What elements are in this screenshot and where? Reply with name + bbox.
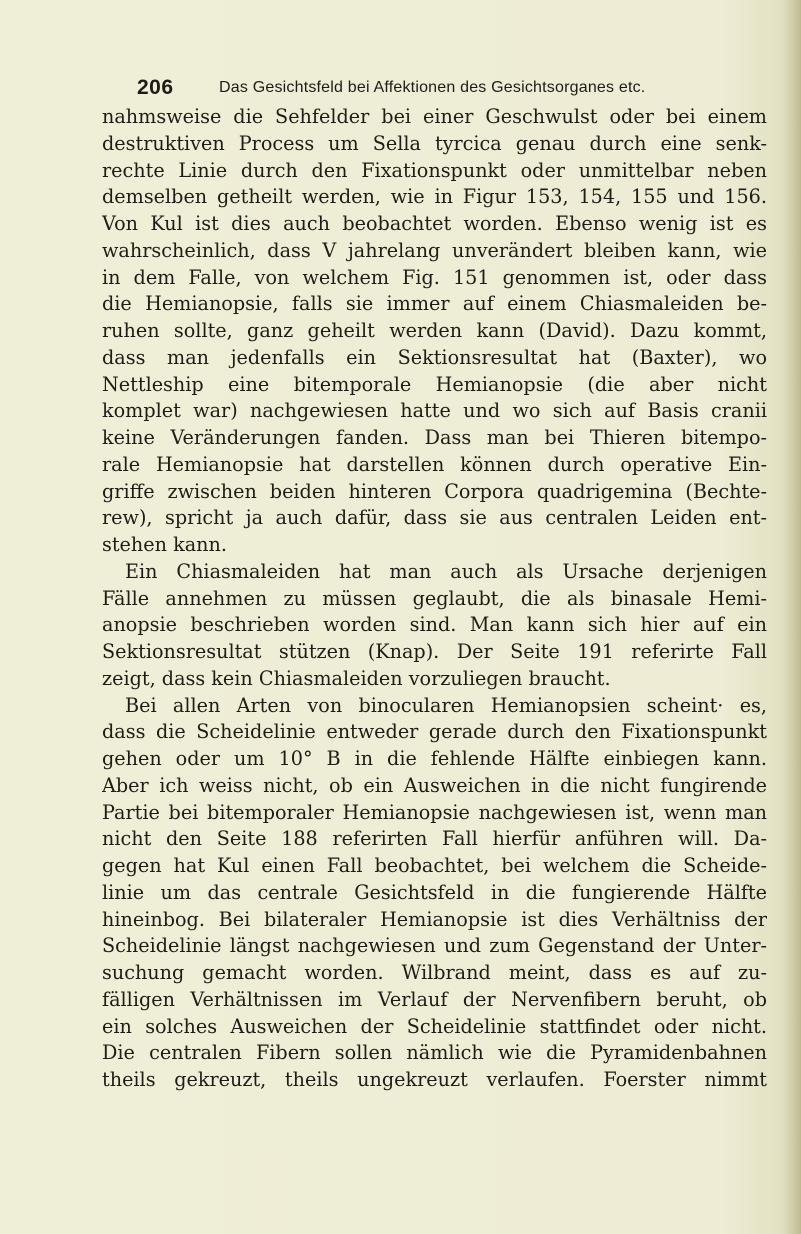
text-line: die Hemianopsie, falls sie immer auf einem Chiasmaleiden be-: [102, 292, 767, 316]
text-line: keine Veränderungen fanden. Dass man bei Thieren bitempo-: [102, 426, 767, 449]
text-line: Ein Chiasmaleiden hat man auch als Ursache derjenigen: [125, 559, 767, 583]
text-line: Scheidelinie längst nachgewiesen und zum Gegenstand der Unter-: [102, 934, 767, 958]
text-line: destruktiven Process um Sella tyrcica genau durch eine senk-: [102, 131, 767, 155]
page-number: 206: [137, 76, 174, 99]
text-line: Fälle annehmen zu müssen geglaubt, die als binasale Hemi-: [102, 586, 767, 610]
text-line: nahmsweise die Sehfelder bei einer Geschwulst oder bei einem: [102, 105, 767, 128]
text-line: fälligen Verhältnissen im Verlauf der Nervenfibern beruht, ob: [102, 987, 767, 1011]
text-line: in dem Falle, von welchem Fig. 151 genommen ist, oder dass: [102, 265, 767, 289]
text-line: komplet war) nachgewiesen hatte und wo sich auf Basis cranii: [102, 399, 767, 423]
text-line: Aber ich weiss nicht, ob ein Ausweichen in die nicht fungirende: [102, 773, 767, 797]
text-line: gehen oder um 10° B in die fehlende Hälfte einbiegen kann.: [102, 747, 767, 770]
text-line: dass die Scheidelinie entweder gerade durch den Fixationspunkt: [102, 720, 767, 744]
text-line: Nettleship eine bitemporale Hemianopsie (die aber nicht: [102, 372, 767, 396]
text-line: Die centralen Fibern sollen nämlich wie die Pyramidenbahnen: [102, 1041, 767, 1065]
text-line: theils gekreuzt, theils ungekreuzt verlaufen. Foerster nimmt: [102, 1068, 767, 1091]
text-line: rew), spricht ja auch dafür, dass sie aus centralen Leiden ent-: [102, 506, 767, 530]
text-line: ruhen sollte, ganz geheilt werden kann (David). Dazu kommt,: [102, 319, 767, 342]
text-line: Von Kul ist dies auch beobachtet worden. Ebenso wenig ist es: [102, 212, 767, 235]
text-line: rale Hemianopsie hat darstellen können durch operative Ein-: [102, 452, 767, 476]
body-text: [102, 104, 767, 1094]
text-line: nicht den Seite 188 referirten Fall hierfür anführen will. Da-: [102, 827, 767, 851]
text-line: dass man jedenfalls ein Sektionsresultat hat (Baxter), wo: [102, 345, 767, 369]
text-line: suchung gemacht worden. Wilbrand meint, dass es auf zu-: [102, 961, 767, 984]
text-line: gegen hat Kul einen Fall beobachtet, bei welchem die Scheide-: [102, 854, 767, 877]
text-line: hineinbog. Bei bilateraler Hemianopsie ist dies Verhältniss der: [102, 907, 767, 931]
text-line: griffe zwischen beiden hinteren Corpora quadrigemina (Bechte-: [102, 479, 767, 503]
text-line: zeigt, dass kein Chiasmaleiden vorzuliegen braucht.: [102, 666, 611, 690]
text-line: wahrscheinlich, dass V jahrelang unverändert bleiben kann, wie: [102, 238, 767, 262]
text-line: demselben getheilt werden, wie in Figur 153, 154, 155 und 156.: [102, 185, 767, 209]
text-line: linie um das centrale Gesichtsfeld in die fungierende Hälfte: [102, 880, 767, 904]
text-line: anopsie beschrieben worden sind. Man kann sich hier auf ein: [102, 613, 767, 637]
text-line: ein solches Ausweichen der Scheidelinie stattfindet oder nicht.: [102, 1014, 767, 1038]
page-header: [137, 74, 777, 104]
text-line: Bei allen Arten von binocularen Hemianopsien scheint· es,: [125, 693, 767, 717]
text-line: stehen kann.: [102, 533, 227, 556]
text-line: rechte Linie durch den Fixationspunkt oder unmittelbar neben: [102, 158, 767, 182]
text-line: Sektionsresultat stützen (Knap). Der Seite 191 referirte Fall: [102, 640, 767, 663]
page-edge-shadow: [783, 0, 801, 1234]
running-title: Das Gesichtsfeld bei Affektionen des Gesichtsorganes etc.: [219, 79, 646, 96]
text-line: Partie bei bitemporaler Hemianopsie nachgewiesen ist, wenn man: [102, 800, 767, 824]
